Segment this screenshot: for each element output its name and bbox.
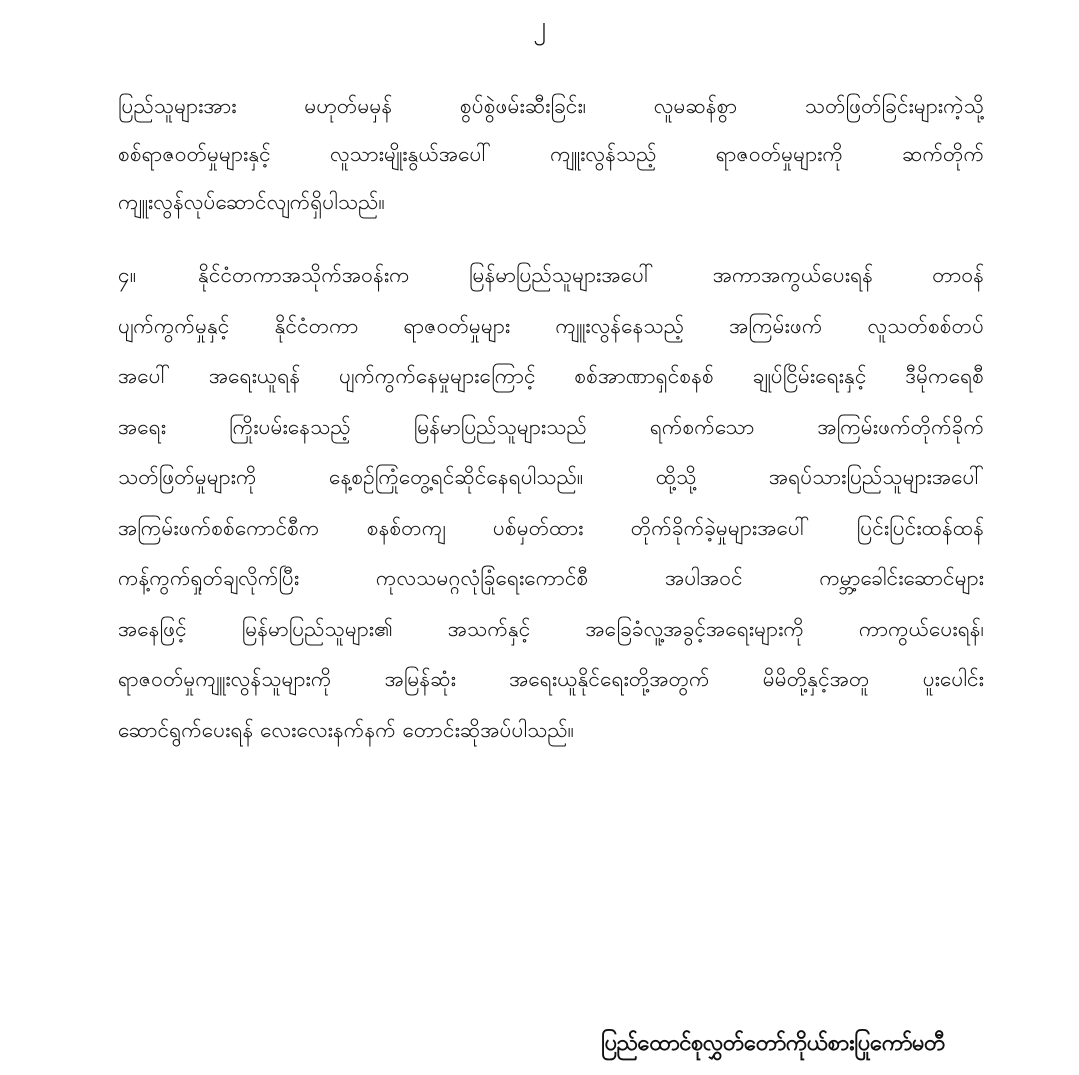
paragraph-line: အကြမ်းဖက်စစ်ကောင်စီက စနစ်တကျ ပစ်မှတ်ထား တိုက်ခိုက်ခဲ့မှုများအပေါ် ပြင်းပြင်းထန်ထန်	[118, 515, 984, 540]
paragraph-line: သတ်ဖြတ်မှုများကို နေ့စဉ်ကြုံတွေ့ရင်ဆိုင်နေရပါသည်။ ထို့သို့ အရပ်သားပြည်သူများအပေါ်	[118, 465, 984, 489]
paragraph-line: ကန့်ကွက်ရှုတ်ချလိုက်ပြီး ကုလသမဂ္ဂလုံခြုံရေးကောင်စီ အပါအဝင် ကမ္ဘာ့ခေါင်းဆောင်များ	[118, 566, 984, 590]
paragraph-line: ပျက်ကွက်မှုနှင့် နိုင်ငံတကာ ရာဇဝတ်မှုများ ကျူးလွန်နေသည့် အကြမ်းဖက် လူသတ်စစ်တပ်	[118, 313, 984, 338]
paragraph-continued	[118, 82, 984, 226]
paragraph-line: အပေါ် အရေးယူရန် ပျက်ကွက်နေမှုများကြောင့် စစ်အာဏာရှင်စနစ် ချုပ်ငြိမ်းရေးနှင့် ဒီမိုကရေစီ	[118, 364, 984, 388]
signature-committee-name: ပြည်ထောင်စုလွှတ်တော်ကိုယ်စားပြုကော်မတီ	[601, 1031, 945, 1056]
paragraph-4	[118, 250, 984, 755]
paragraph-line-text: နိုင်ငံတကာအသိုက်အဝန်းက မြန်မာပြည်သူများအပေါ် အကာအကွယ်ပေးရန် တာဝန်	[198, 263, 984, 287]
paragraph-line: ရာဇဝတ်မှုကျူးလွန်သူများကို အမြန်ဆုံး အရေးယူနိုင်ရေးတို့အတွက် မိမိတို့နှင့်အတူ ပူးပေါင်း	[118, 667, 984, 691]
paragraph-line: ကျူးလွန်လုပ်ဆောင်လျက်ရှိပါသည်။	[118, 190, 385, 214]
paragraph-line: စစ်ရာဇဝတ်မှုများနှင့် လူသားမျိုးနွယ်အပေါ် ကျူးလွန်သည့် ရာဇဝတ်မှုများကို ဆက်တိုက်	[118, 142, 984, 166]
page-number: ၂	[533, 11, 546, 41]
paragraph-line: အရေး ကြိုးပမ်းနေသည့် မြန်မာပြည်သူများသည် ရက်စက်သော အကြမ်းဖက်တိုက်ခိုက်	[118, 414, 984, 439]
paragraph-line: ဆောင်ရွက်ပေးရန် လေးလေးနက်နက် တောင်းဆိုအပ်ပါသည်။	[118, 717, 575, 742]
paragraph-line: အနေဖြင့် မြန်မာပြည်သူများ၏ အသက်နှင့် အခြေခံလူ့အခွင့်အရေးများကို ကာကွယ်ပေးရန်၊	[118, 616, 984, 641]
paragraph-line: ပြည်သူများအား မဟုတ်မမှန် စွပ်စွဲဖမ်းဆီးခြင်း၊ လူမဆန်စွာ သတ်ဖြတ်ခြင်းများကဲ့သို့	[118, 94, 984, 118]
paragraph-first-line	[118, 250, 984, 301]
paragraph-number: ၄။	[118, 263, 137, 287]
